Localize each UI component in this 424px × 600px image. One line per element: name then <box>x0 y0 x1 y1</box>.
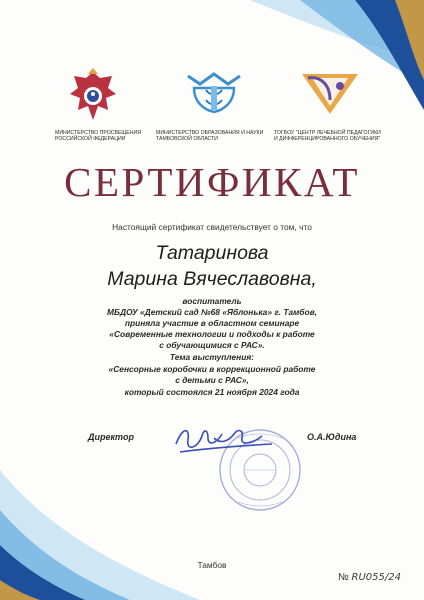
handwritten-number: RU055/24 <box>351 572 401 583</box>
ministry-prosveshcheniya-emblem-icon <box>66 68 120 126</box>
recipient-surname: Татаринова <box>155 242 269 264</box>
certificate-title: СЕРТИФИКАТ <box>64 159 360 205</box>
body-line-seminar-title-2: с обучающимися с РАС». <box>159 340 265 350</box>
body-line-topic-1: «Сенсорные коробочки в коррекционной работе <box>108 364 316 374</box>
body-line-participation: приняла участие в областном семинаре <box>124 318 300 328</box>
intro-text: Настоящий сертификат свидетельствует о том, что <box>112 222 312 232</box>
body-line-topic-2: с детьми с РАС», <box>175 375 249 385</box>
org-2-line-2: ТАМБОВСКОЙ ОБЛАСТИ <box>156 136 219 143</box>
body-line-topic-label: Тема выступления: <box>169 352 255 362</box>
recipient-given-name: Марина Вячеславовна, <box>107 268 317 290</box>
number-sign: № <box>338 572 349 583</box>
body-line-position: воспитатель <box>182 296 242 306</box>
body-line-seminar-title-1: «Современные технологии и подходы к работе <box>109 329 315 339</box>
city-name: Тамбов <box>197 560 227 570</box>
certificate-number <box>338 572 401 583</box>
org-3-line-2: И ДИФФЕРЕНЦИРОВАННОГО ОБУЧЕНИЯ" <box>274 136 381 143</box>
body-line-organization: МБДОУ «Детский сад №68 «Яблонька» г. Тамбов, <box>106 307 317 317</box>
org-2-line-1: МИНИСТЕРСТВО ОБРАЗОВАНИЯ И НАУКИ <box>156 130 264 136</box>
org-1-line-1: МИНИСТЕРСТВО ПРОСВЕЩЕНИЯ <box>55 130 141 136</box>
handwritten-signature-icon <box>176 431 272 452</box>
signature-role: Директор <box>88 432 134 442</box>
signature-name: О.А.Юдина <box>307 432 357 442</box>
signature-stamp-graphic <box>168 408 308 528</box>
ministry-tambov-logo-icon <box>184 70 244 116</box>
org-3-line-1: ТОГБОУ "ЦЕНТР ЛЕЧЕБНОЙ ПЕДАГОГИКИ <box>274 130 381 136</box>
org-caption-3 <box>274 130 414 143</box>
center-lechebnoy-pedagogiki-logo-icon <box>300 70 360 116</box>
org-1-line-2: РОССИЙСКОЙ ФЕДЕРАЦИИ <box>55 136 126 143</box>
stamp-icon <box>220 430 300 510</box>
body-line-date: который состоялся 21 ноября 2024 года <box>124 387 300 397</box>
